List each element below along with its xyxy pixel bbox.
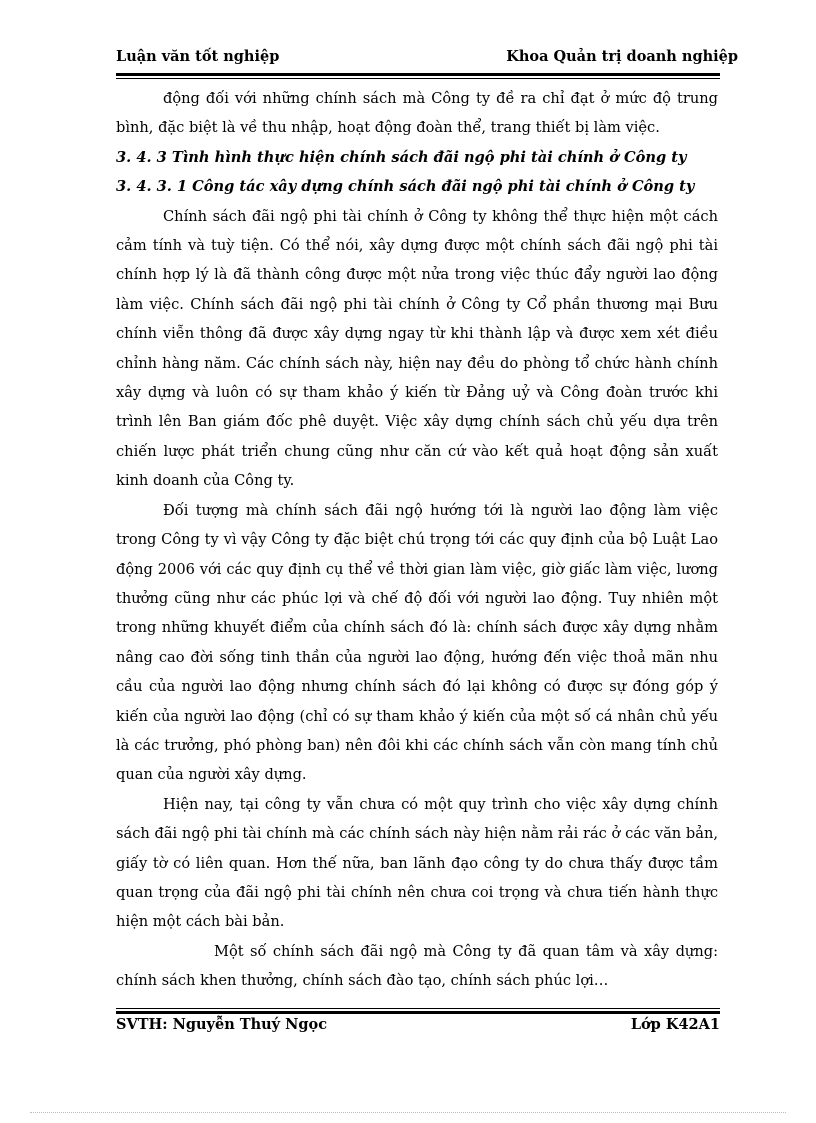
paragraph-policy-building: Chính sách đãi ngộ phi tài chính ở Công ty không thể thực hiện một cách cảm tính và tuỳ tiện. Có thể nói, xây dựng được một chính sách đãi ngộ phi tài chính hợp lý là đã thành công được một nửa trong việc thúc đẩy người lao động làm việc. Chính sách đãi ngộ phi tài chính ở Công ty Cổ phần thương mại Bưu chính viễn thông đã được xây dựng ngay từ khi thành lập và được xem xét điều chỉnh hàng năm. Các chính sách này, hiện nay đều do phòng tổ chức hành chính xây dựng và luôn có sự tham khảo ý kiến từ Đảng uỷ và Công đoàn trước khi trình lên Ban giám đốc phê duyệt. Việc xây dựng chính sách chủ yếu dựa trên chiến lược phát triển chung cũng như căn cứ vào kết quả hoạt động sản xuất kinh doanh của Công ty. (116, 207, 718, 490)
page-bottom-border (30, 1112, 786, 1113)
header-rule-thick (116, 73, 720, 76)
section-heading-3-4-3: 3. 4. 3 Tình hình thực hiện chính sách đãi ngộ phi tài chính ở Công ty (116, 148, 687, 166)
paragraph-continued: động đối với những chính sách mà Công ty đề ra chỉ đạt ở mức độ trung bình, đặc biệt là về thu nhập, hoạt động đoàn thể, trang thiết bị làm việc. (116, 90, 718, 137)
footer-class: Lớp K42A1 (630, 1016, 720, 1033)
header-rule-thin (116, 78, 720, 79)
paragraph-target-audience: Đối tượng mà chính sách đãi ngộ hướng tới là người lao động làm việc trong Công ty vì vậy Công ty đặc biệt chú trọng tới các quy định của bộ Luật Lao động 2006 với các quy định cụ thể về thời gian làm việc, giờ giấc làm việc, lương thưởng cũng như các phúc lợi và chế độ đối với người lao động. Tuy nhiên một trong những khuyết điểm của chính sách đó là: chính sách được xây dựng nhằm nâng cao đời sống tinh thần của người lao động, hướng đến việc thoả mãn nhu cầu của người lao động nhưng chính sách đó lại không có được sự đóng góp ý kiến của người lao động (chỉ có sự tham khảo ý kiến của một số cá nhân chủ yếu là các trưởng, phó phòng ban) nên đôi khi các chính sách vẫn còn mang tính chủ quan của người xây dựng. (116, 501, 718, 784)
footer-student: SVTH: Nguyễn Thuý Ngọc (116, 1016, 328, 1033)
page-body (116, 84, 718, 996)
footer-rule-thick (116, 1011, 720, 1014)
section-heading-3-4-3-1: 3. 4. 3. 1 Công tác xây dựng chính sách đãi ngộ phi tài chính ở Công ty (116, 178, 695, 196)
footer-rule-thin (116, 1008, 720, 1009)
paragraph-policy-list: Một số chính sách đãi ngộ mà Công ty đã quan tâm và xây dựng: chính sách khen thưởng, chính sách đào tạo, chính sách phúc lợi… (116, 942, 718, 990)
paragraph-current-state: Hiện nay, tại công ty vẫn chưa có một quy trình cho việc xây dựng chính sách đãi ngộ phi tài chính mà các chính sách này hiện nằm rải rác ở các văn bản, giấy tờ có liên quan. Hơn thế nữa, ban lãnh đạo công ty do chưa thấy được tầm quan trọng của đãi ngộ phi tài chính nên chưa coi trọng và chưa tiến hành thực hiện một cách bài bản. (116, 795, 718, 931)
header-thesis-title: Luận văn tốt nghiệp (116, 48, 280, 65)
page-header (116, 48, 738, 72)
header-faculty: Khoa Quản trị doanh nghiệp (506, 48, 738, 65)
